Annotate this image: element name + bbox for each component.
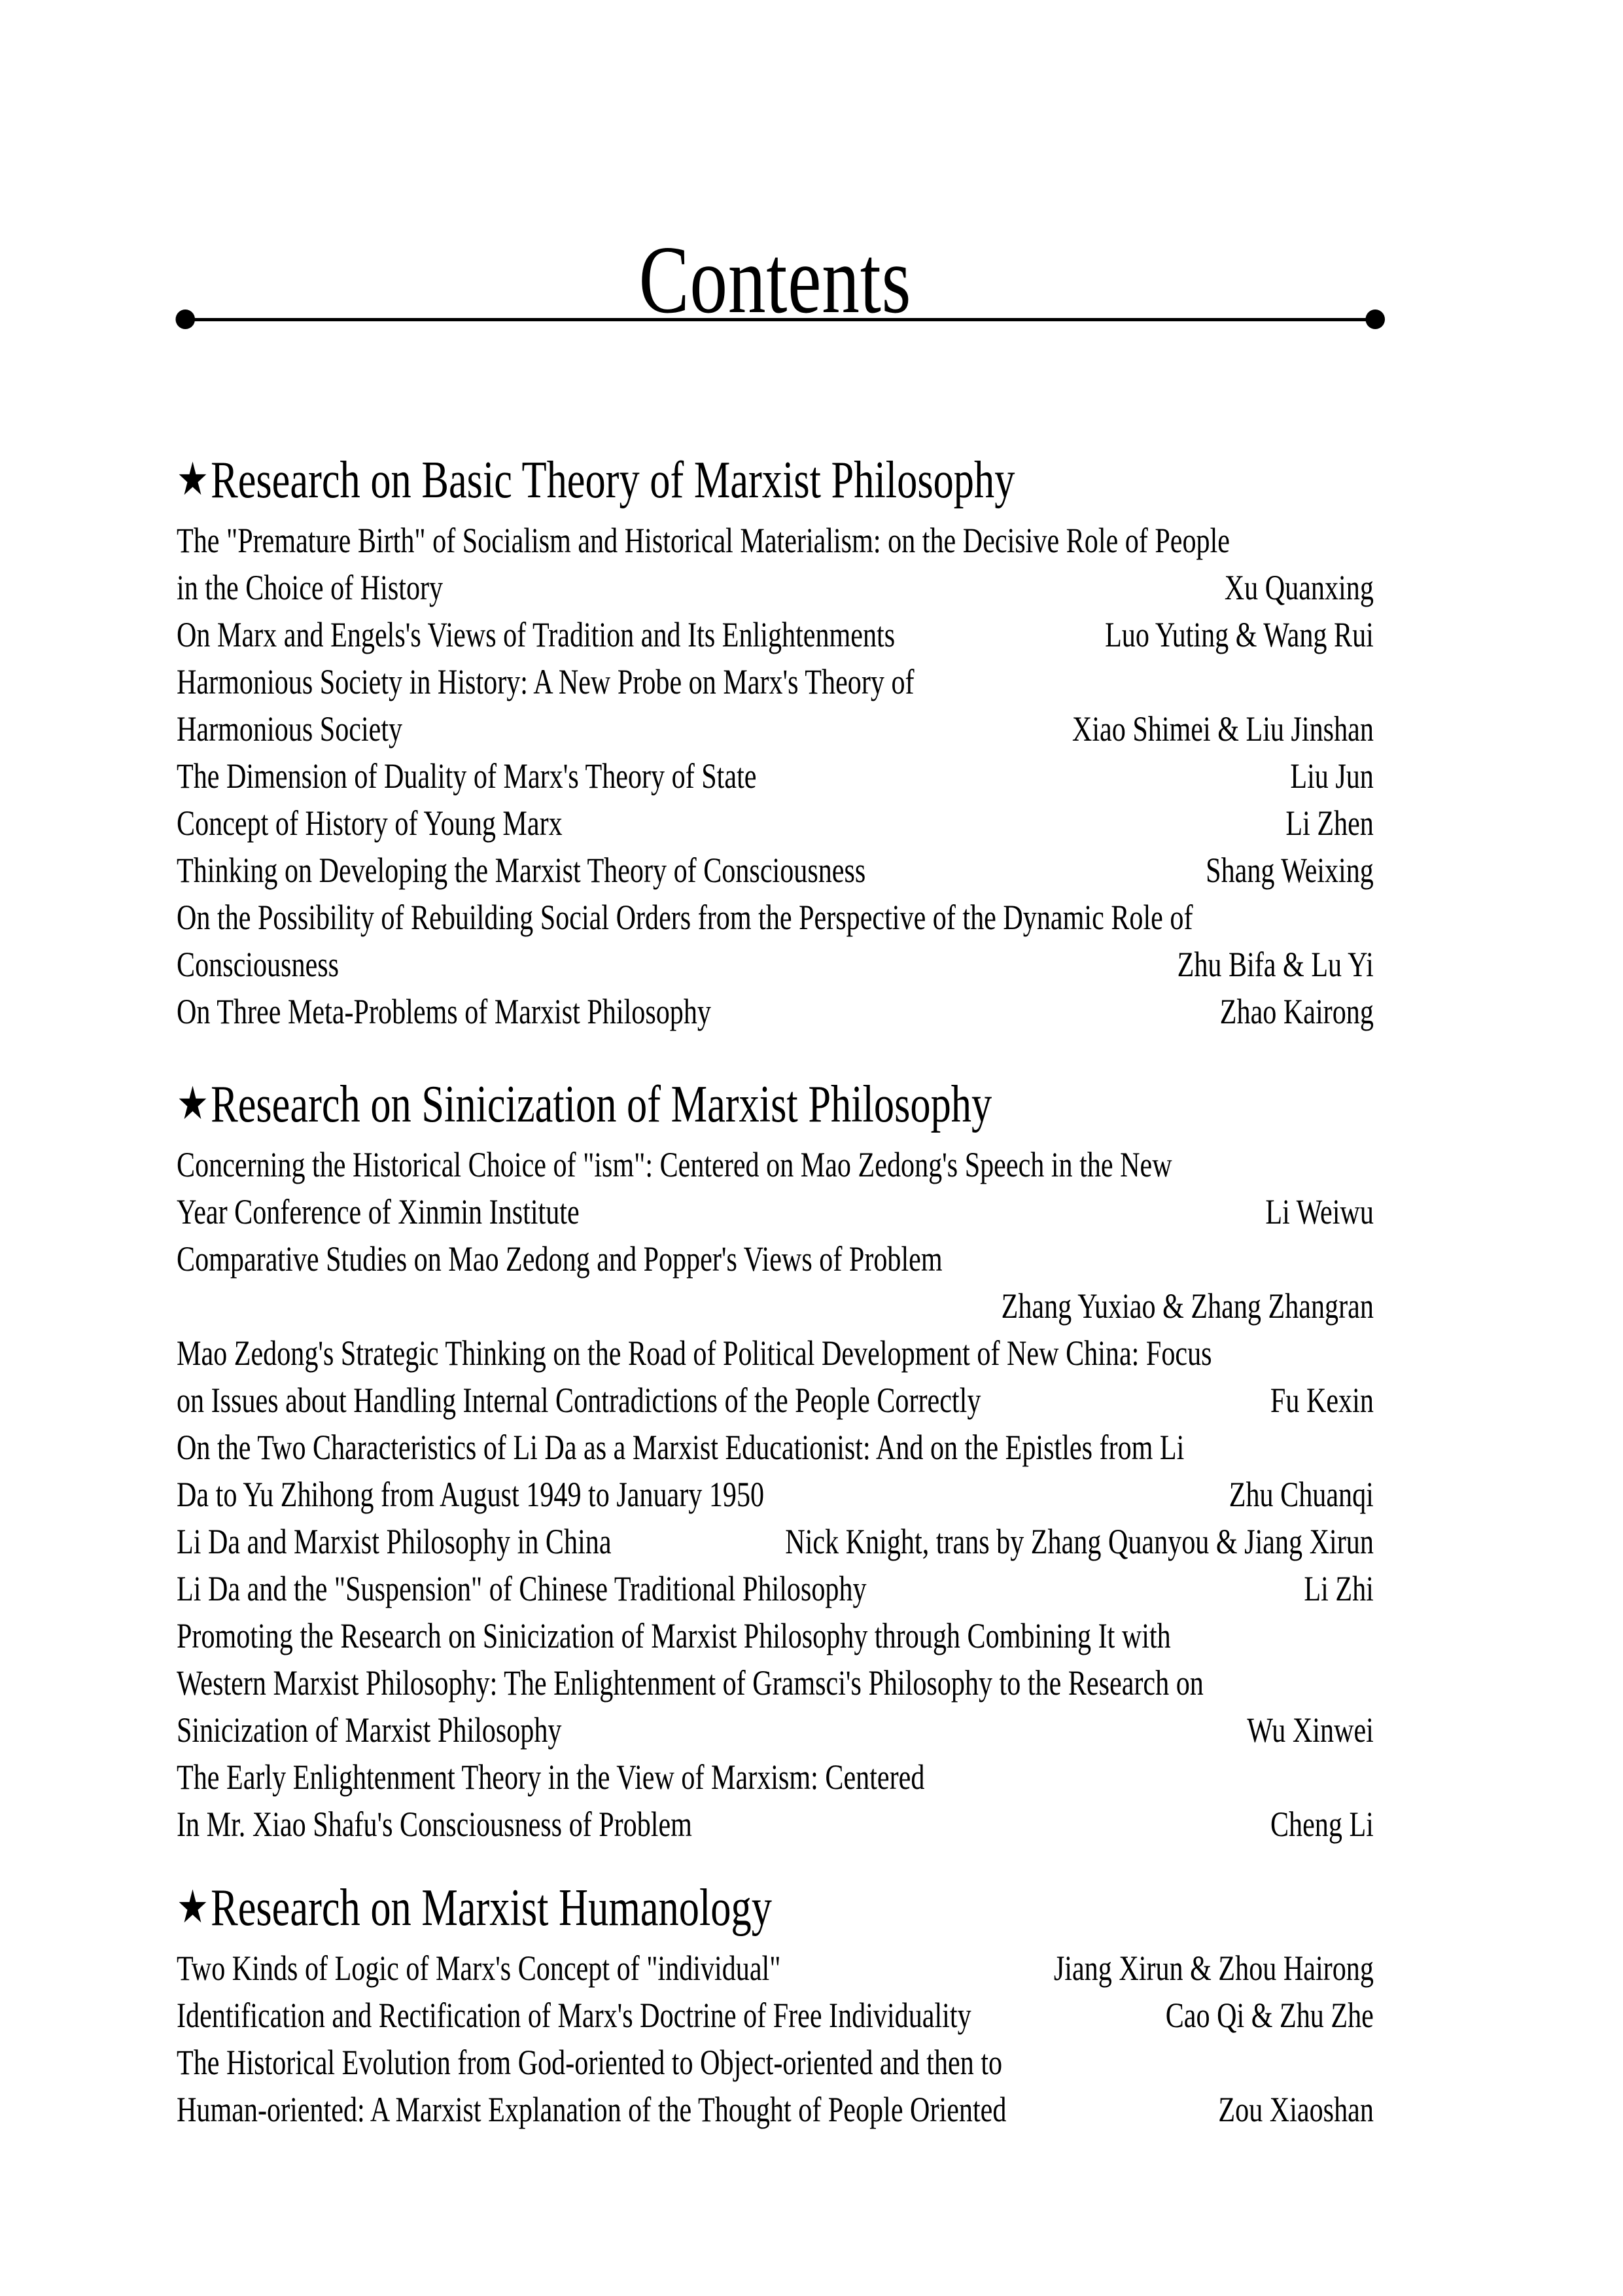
section-heading-basic-theory xyxy=(177,449,1374,513)
entry-title-line: Year Conference of Xinmin Institute xyxy=(177,1192,580,1231)
entry-title-line: The Early Enlightenment Theory in the View of Marxism: Centered xyxy=(177,1757,925,1797)
toc-entry xyxy=(177,1945,1374,1992)
entry-author: Li Zhi xyxy=(1304,1569,1374,1608)
section-heading-label: Research on Sinicization of Marxist Philosophy xyxy=(211,1076,992,1133)
entry-title-line: In Mr. Xiao Shafu's Consciousness of Problem xyxy=(177,1805,692,1844)
toc-entry xyxy=(177,1235,1374,1330)
toc-entry xyxy=(177,1754,1374,1848)
entry-title-line: Two Kinds of Logic of Marx's Concept of "individual" xyxy=(177,1949,781,1988)
toc-entry xyxy=(177,2039,1374,2133)
star-icon: ★ xyxy=(177,1076,209,1130)
toc-entry xyxy=(177,1330,1374,1424)
toc-entry xyxy=(177,1141,1374,1235)
entry-title-line: Li Da and the "Suspension" of Chinese Traditional Philosophy xyxy=(177,1569,867,1608)
toc-entry xyxy=(177,517,1374,611)
title-block xyxy=(177,228,1374,345)
entry-title-line: Human-oriented: A Marxist Explanation of the Thought of People Oriented xyxy=(177,2090,1007,2129)
entry-title-line: Concept of History of Young Marx xyxy=(177,804,563,843)
toc-entry xyxy=(177,1565,1374,1612)
entry-author: Wu Xinwei xyxy=(1247,1710,1374,1750)
entry-title-line: On the Possibility of Rebuilding Social Orders from the Perspective of the Dynamic Role of xyxy=(177,898,1193,937)
star-icon: ★ xyxy=(177,452,209,506)
toc-entry xyxy=(177,611,1374,658)
section-heading-label: Research on Basic Theory of Marxist Philosophy xyxy=(211,451,1015,509)
entry-author: Zhu Bifa & Lu Yi xyxy=(1177,945,1374,984)
page-title: Contents xyxy=(638,226,912,334)
entry-title-line: Comparative Studies on Mao Zedong and Popper's Views of Problem xyxy=(177,1239,943,1279)
entry-title-line: Li Da and Marxist Philosophy in China xyxy=(177,1522,612,1561)
toc-entry xyxy=(177,988,1374,1035)
entry-author: Luo Yuting & Wang Rui xyxy=(1105,615,1374,654)
section-heading-label: Research on Marxist Humanology xyxy=(211,1879,772,1937)
entry-title-line: Concerning the Historical Choice of "ism": Centered on Mao Zedong's Speech in the New xyxy=(177,1145,1172,1184)
toc-entry xyxy=(177,894,1374,988)
section-entries xyxy=(177,1945,1374,2133)
entry-title-line: The "Premature Birth" of Socialism and Historical Materialism: on the Decisive Role of People xyxy=(177,521,1230,560)
entry-author: Li Weiwu xyxy=(1265,1192,1374,1231)
entry-title-line: Western Marxist Philosophy: The Enlightenment of Gramsci's Philosophy to the Research on xyxy=(177,1663,1204,1703)
entry-title-line: Promoting the Research on Sinicization of Marxist Philosophy through Combining It with xyxy=(177,1616,1171,1655)
star-icon: ★ xyxy=(177,1880,209,1934)
section-entries xyxy=(177,517,1374,1035)
entry-title-line: Thinking on Developing the Marxist Theory of Consciousness xyxy=(177,851,866,890)
entry-title-line: On Marx and Engels's Views of Tradition and Its Enlightenments xyxy=(177,615,896,654)
toc-entry xyxy=(177,847,1374,894)
toc-entry xyxy=(177,1518,1374,1565)
toc-entry xyxy=(177,752,1374,800)
entry-title-line: Harmonious Society xyxy=(177,709,403,749)
entry-title-line: Mao Zedong's Strategic Thinking on the Road of Political Development of New China: Focus xyxy=(177,1333,1212,1373)
entry-author: Cheng Li xyxy=(1270,1805,1374,1844)
toc-entry xyxy=(177,1992,1374,2039)
entry-title-line: on Issues about Handling Internal Contradictions of the People Correctly xyxy=(177,1381,981,1420)
entry-title-line: The Dimension of Duality of Marx's Theory of State xyxy=(177,756,757,796)
entry-title-line: Harmonious Society in History: A New Probe on Marx's Theory of xyxy=(177,662,915,701)
section-entries xyxy=(177,1141,1374,1848)
entry-author: Cao Qi & Zhu Zhe xyxy=(1165,1996,1374,2035)
entry-title-line: On the Two Characteristics of Li Da as a Marxist Educationist: And on the Epistles from Li xyxy=(177,1428,1185,1467)
entry-title-line: Sinicization of Marxist Philosophy xyxy=(177,1710,562,1750)
toc-entry xyxy=(177,800,1374,847)
entry-author: Liu Jun xyxy=(1290,756,1374,796)
entry-author: Zhao Kairong xyxy=(1219,992,1374,1031)
entry-author: Jiang Xirun & Zhou Hairong xyxy=(1053,1949,1374,1988)
toc-entry xyxy=(177,658,1374,752)
toc-entry xyxy=(177,1424,1374,1518)
entry-title-line: The Historical Evolution from God-oriented to Object-oriented and then to xyxy=(177,2043,1003,2082)
section-heading-sinicization xyxy=(177,1073,1374,1137)
entry-title-line: in the Choice of History xyxy=(177,568,444,607)
entry-title-line: Consciousness xyxy=(177,945,340,984)
section-heading-humanology xyxy=(177,1877,1374,1941)
entry-author: Nick Knight, trans by Zhang Quanyou & Jiang Xirun xyxy=(785,1522,1374,1561)
entry-author: Zhang Yuxiao & Zhang Zhangran xyxy=(1001,1286,1374,1326)
entry-title-line: On Three Meta-Problems of Marxist Philosophy xyxy=(177,992,711,1031)
entry-author: Xiao Shimei & Liu Jinshan xyxy=(1072,709,1374,749)
entry-title-line: Identification and Rectification of Marx's Doctrine of Free Individuality xyxy=(177,1996,971,2035)
entry-author: Zou Xiaoshan xyxy=(1218,2090,1374,2129)
entry-title-line: Da to Yu Zhihong from August 1949 to January 1950 xyxy=(177,1475,765,1514)
entry-author: Shang Weixing xyxy=(1206,851,1374,890)
entry-author: Xu Quanxing xyxy=(1224,568,1374,607)
entry-author: Fu Kexin xyxy=(1270,1381,1374,1420)
page-content xyxy=(177,0,1374,2133)
entry-author: Li Zhen xyxy=(1285,804,1374,843)
toc-entry xyxy=(177,1612,1374,1754)
entry-author: Zhu Chuanqi xyxy=(1229,1475,1374,1514)
